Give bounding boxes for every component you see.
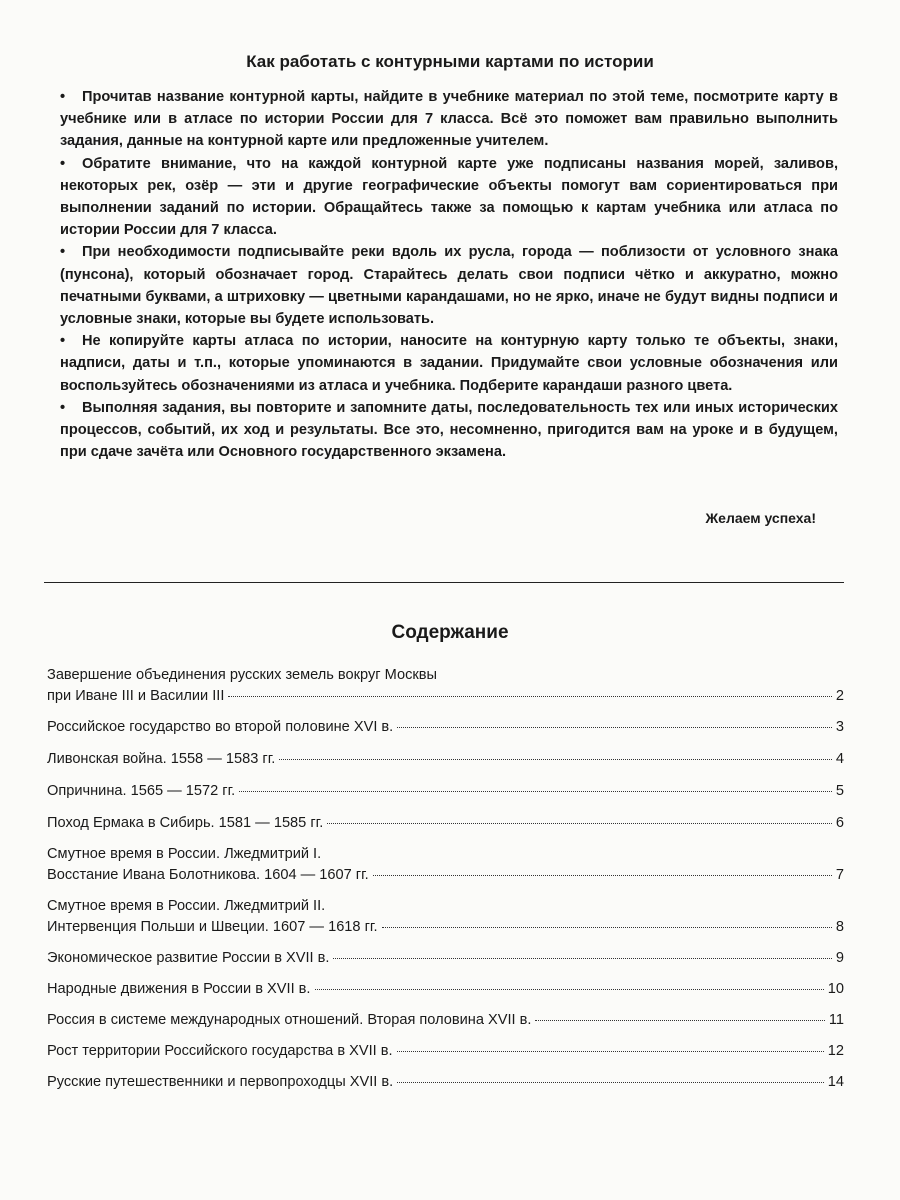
- toc-entry-line: Экономическое развитие России в XVII в.: [47, 950, 330, 966]
- toc-page-number: 6: [835, 815, 844, 831]
- intro-bullet: [60, 86, 838, 153]
- toc-page-number: 14: [827, 1074, 844, 1090]
- toc-entry-line: Российское государство во второй половине XVI в.: [47, 719, 394, 735]
- toc-entry-row: [47, 1041, 844, 1062]
- toc-entry-row: [47, 781, 844, 802]
- toc-page-number: 8: [835, 919, 844, 935]
- intro-bullet: [60, 397, 838, 464]
- intro-title: Как работать с контурными картами по истории: [246, 52, 654, 71]
- toc-entry[interactable]: [47, 665, 844, 707]
- dot-leader: [397, 727, 832, 728]
- toc-entry-line: Ливонская война. 1558 — 1583 гг.: [47, 751, 276, 767]
- dot-leader: [397, 1082, 824, 1083]
- toc-entry-line: при Иване III и Василии III: [47, 688, 225, 704]
- bullet-dot: •: [60, 244, 66, 261]
- toc-entry[interactable]: [47, 896, 844, 938]
- toc-title: Содержание: [391, 622, 509, 643]
- bullet-text: Выполняя задания, вы повторите и запомните даты, последовательность тех или иных исторических процессов, событий, их ход и результаты. Все это, несомненно, пригодится вам на уроке и в будущем, при сдаче зачёта или Основного государственного экзамена.: [60, 399, 838, 461]
- toc-entry-row: [47, 917, 844, 938]
- bullet-dot: •: [60, 333, 66, 350]
- toc-entry-line: Интервенция Польши и Швеции. 1607 — 1618 гг.: [47, 919, 378, 935]
- toc-entry-row: [47, 686, 844, 707]
- bullet-dot: •: [60, 399, 66, 416]
- toc-entry-line: Смутное время в России. Лжедмитрий II.: [47, 898, 326, 914]
- bullet-text: При необходимости подписывайте реки вдоль их русла, города — поблизости от условного знака (пунсона), который обозначает город. Старайтесь делать свои подписи чётко и аккуратно, можно печатными буквами, а штриховку — цветными карандашами, но не ярко, иначе не будут видны подписи и условные знаки, которые вы будете использовать.: [60, 244, 838, 328]
- bullet-text: Не копируйте карты атласа по истории, наносите на контурную карту только те объекты, знаки, надписи, даты и т.п., которые упоминаются в задании. Придумайте свои условные обозначения или воспользуйтесь обозначениями из атласа и учебника. Подберите карандаши разного цвета.: [60, 333, 838, 394]
- dot-leader: [373, 875, 832, 876]
- toc-page-number: 10: [827, 981, 844, 997]
- bullet-text: Обратите внимание, что на каждой контурной карте уже подписаны названия морей, заливов, некоторых рек, озёр — эти и другие географические объекты помогут вам сориентироваться при выполнении заданий по истории. Обращайтесь также за помощью к картам учебника или атласа по истории России для 7 класса.: [60, 155, 838, 239]
- toc-entry[interactable]: [47, 1041, 844, 1062]
- dot-leader: [228, 696, 831, 697]
- dot-leader: [279, 759, 832, 760]
- toc-entry-line: Рост территории Российского государства в XVII в.: [47, 1043, 393, 1059]
- bullet-text: Прочитав название контурной карты, найдите в учебнике материал по этой теме, посмотрите карту в учебнике или в атласе по истории России для 7 класса. Всё это поможет вам правильно выполнить задания, данные на контурной карте или предложенные учителем.: [60, 89, 838, 150]
- toc-entry[interactable]: [47, 781, 844, 802]
- toc-entry[interactable]: [47, 844, 844, 886]
- toc-page-number: 4: [835, 751, 844, 767]
- toc-entry[interactable]: [47, 948, 844, 969]
- toc-entry-line: Восстание Ивана Болотникова. 1604 — 1607 гг.: [47, 867, 369, 883]
- toc-entry-row: [47, 813, 844, 834]
- toc-entry[interactable]: [47, 1072, 844, 1093]
- intro-bullet: [60, 153, 838, 242]
- bullet-dot: •: [60, 155, 66, 172]
- toc-entry[interactable]: [47, 749, 844, 770]
- toc-entry-row: [47, 717, 844, 738]
- toc-entry[interactable]: [47, 1010, 844, 1031]
- dot-leader: [327, 823, 832, 824]
- dot-leader: [239, 791, 832, 792]
- toc-page-number: 7: [835, 867, 844, 883]
- toc-page-number: 5: [835, 783, 844, 799]
- dot-leader: [315, 989, 824, 990]
- intro-bullet: [60, 241, 838, 330]
- toc-entry-row: [47, 865, 844, 886]
- toc-entry-row: [47, 979, 844, 1000]
- toc-page-number: 3: [835, 719, 844, 735]
- toc-entry-line: Русские путешественники и первопроходцы XVII в.: [47, 1074, 394, 1090]
- toc-entry-line: Народные движения в России в XVII в.: [47, 981, 311, 997]
- toc-entry[interactable]: [47, 813, 844, 834]
- toc-page-number: 11: [828, 1012, 844, 1028]
- toc-entry[interactable]: [47, 979, 844, 1000]
- toc-entry-line: Опричнина. 1565 — 1572 гг.: [47, 783, 236, 799]
- toc-entry-row: [47, 1010, 844, 1031]
- toc-page-number: 2: [835, 688, 844, 704]
- toc-entry-line: Россия в системе международных отношений. Вторая половина XVII в.: [47, 1012, 532, 1028]
- table-of-contents: [47, 665, 844, 1093]
- toc-entry-line: Смутное время в России. Лжедмитрий I.: [47, 846, 322, 862]
- toc-entry-row: [47, 948, 844, 969]
- dot-leader: [397, 1051, 824, 1052]
- toc-page-number: 12: [827, 1043, 844, 1059]
- toc-entry-line: Поход Ермака в Сибирь. 1581 — 1585 гг.: [47, 815, 324, 831]
- bullet-dot: •: [60, 89, 66, 105]
- closing-wish: Желаем успеха!: [705, 510, 816, 526]
- intro-section: [60, 86, 838, 463]
- toc-page-number: 9: [835, 950, 844, 966]
- dot-leader: [333, 958, 831, 959]
- section-divider: [44, 582, 844, 583]
- dot-leader: [535, 1020, 824, 1021]
- intro-bullet: [60, 330, 838, 397]
- dot-leader: [382, 927, 832, 928]
- toc-entry-line: Завершение объединения русских земель вокруг Москвы: [47, 667, 438, 683]
- toc-entry-row: [47, 749, 844, 770]
- toc-entry-row: [47, 1072, 844, 1093]
- toc-entry[interactable]: [47, 717, 844, 738]
